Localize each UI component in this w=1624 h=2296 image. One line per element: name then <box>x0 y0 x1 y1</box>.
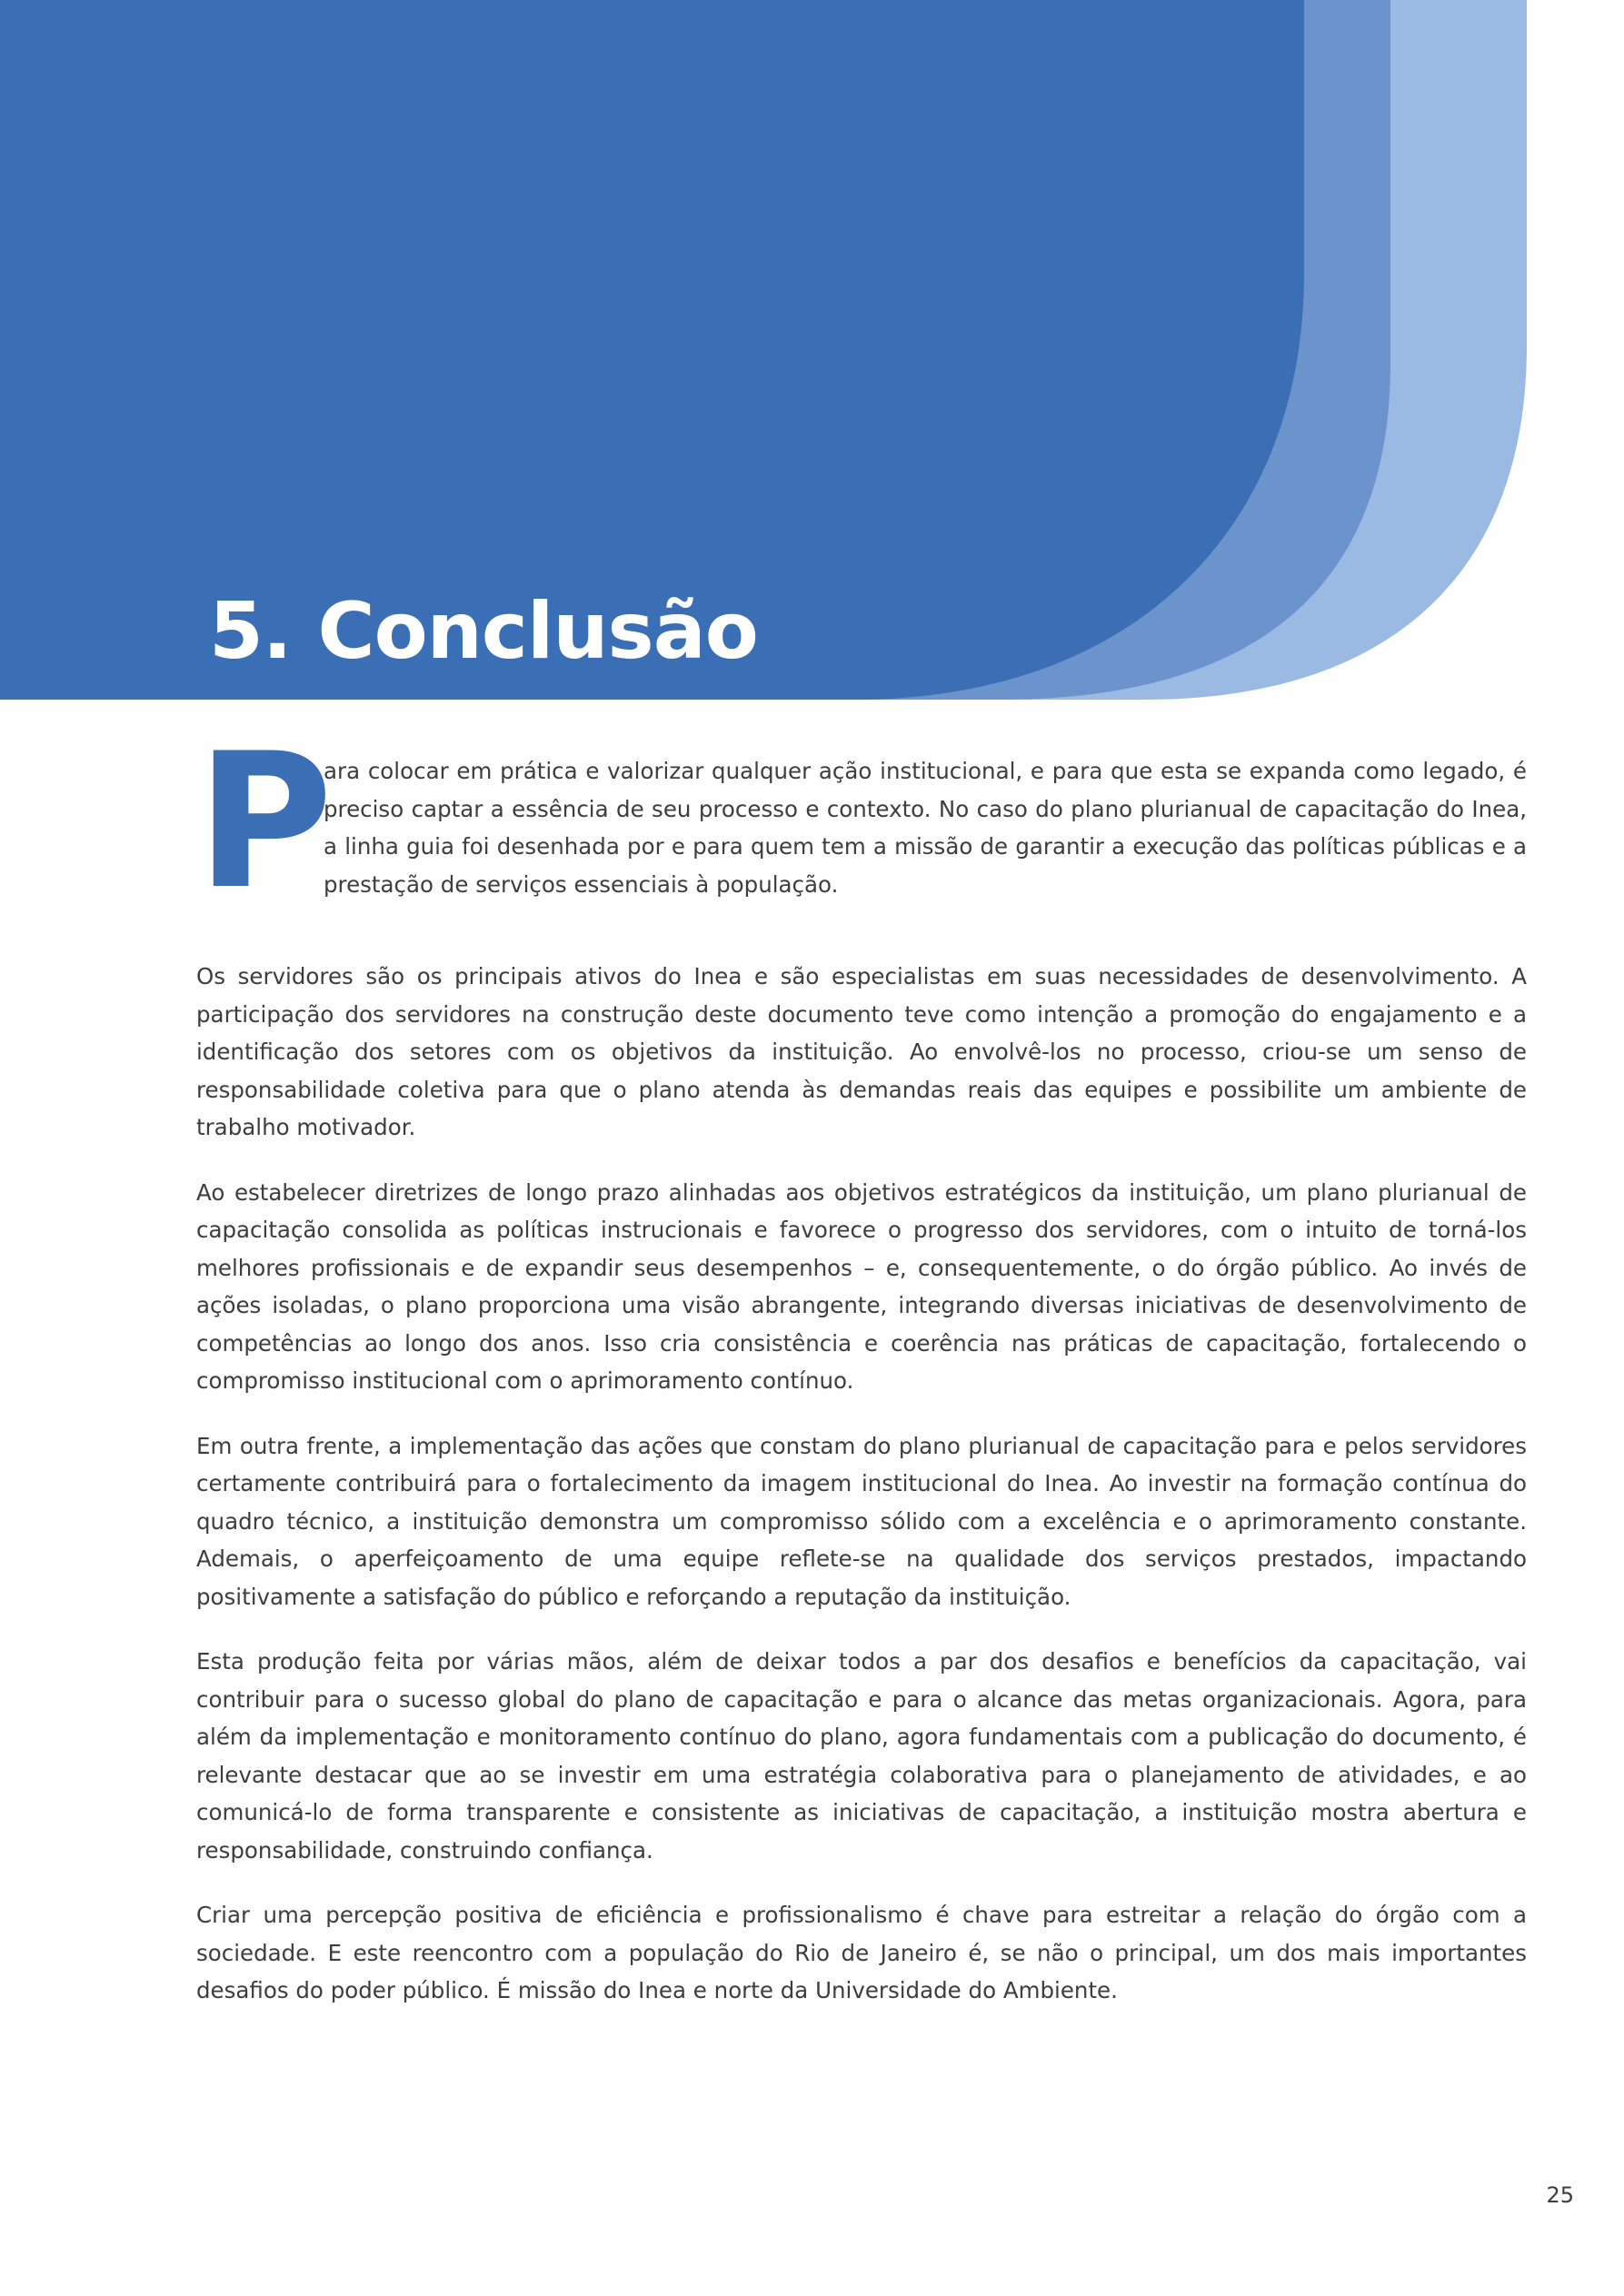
paragraph: Ao estabelecer diretrizes de longo prazo alinhadas aos objetivos estratégicos da instituição, um plano plurianual de capacitação consolida as políticas instrucionais e favorece o progresso dos servidores, com o intuito de torná-los melhores profissionais e de expandir seus desempenhos – e, consequentemente, o do órgão público. Ao invés de ações isoladas, o plano proporciona uma visão abrangente, integrando diversas iniciativas de desenvolvimento de competências ao longo dos anos. Isso cria consistência e coerência nas práticas de capacitação, fortalecendo o compromisso institucional com o aprimoramento contínuo. <box>196 1178 1527 1394</box>
paragraph: Os servidores são os principais ativos do Inea e são especialistas em suas necessidades de desenvolvimento. A participação dos servidores na construção deste documento teve como intenção a promoção do engajamento e a identificação dos setores com os objetivos da instituição. Ao envolvê-los no processo, criou-se um senso de responsabilidade coletiva para que o plano atenda às demandas reais das equipes e possibilite um ambiente de trabalho motivador. <box>196 963 1527 1140</box>
paragraph: Esta produção feita por várias mãos, além de deixar todos a par dos desafios e benefícios da capacitação, vai contribuir para o sucesso global do plano de capacitação e para o alcance das metas organizacionais. Agora, para além da implementação e monitoramento contínuo do plano, agora fundamentais com a publicação do documento, é relevante destacar que ao se investir em uma estratégia colaborativa para o planejamento de atividades, e ao comunicá-lo de forma transparente e consistente as iniciativas de capacitação, a instituição mostra abertura e responsabilidade, construindo confiança. <box>196 1648 1527 1864</box>
page-title: 5. Conclusão <box>209 586 758 677</box>
drop-cap: P <box>196 714 330 930</box>
page-number: 25 <box>1546 2182 1574 2208</box>
paragraph: ara colocar em prática e valorizar qualquer ação institucional, e para que esta se expanda como legado, é preciso captar a essência de seu processo e contexto. No caso do plano plurianual de capacitação do Inea, a linha guia foi desenhada por e para quem tem a missão de garantir a execução das políticas públicas e a prestação de serviços essenciais à população. <box>324 758 1527 898</box>
paragraph: Criar uma percepção positiva de eficiência e profissionalismo é chave para estreitar a relação do órgão com a sociedade. E este reencontro com a população do Rio de Janeiro é, se não o principal, um dos mais importantes desafios do poder público. É missão do Inea e norte da Universidade do Ambiente. <box>196 1902 1527 2003</box>
opening-paragraph <box>196 714 1527 930</box>
body-text <box>196 714 1527 2037</box>
paragraph: Em outra frente, a implementação das ações que constam do plano plurianual de capacitação para e pelos servidores certamente contribuirá para o fortalecimento da imagem institucional do Inea. Ao investir na formação contínua do quadro técnico, a instituição demonstra um compromisso sólido com a excelência e o aprimoramento constante. Ademais, o aperfeiçoamento de uma equipe reflete-se na qualidade dos serviços prestados, impactando positivamente a satisfação do público e reforçando a reputação da instituição. <box>196 1432 1527 1610</box>
